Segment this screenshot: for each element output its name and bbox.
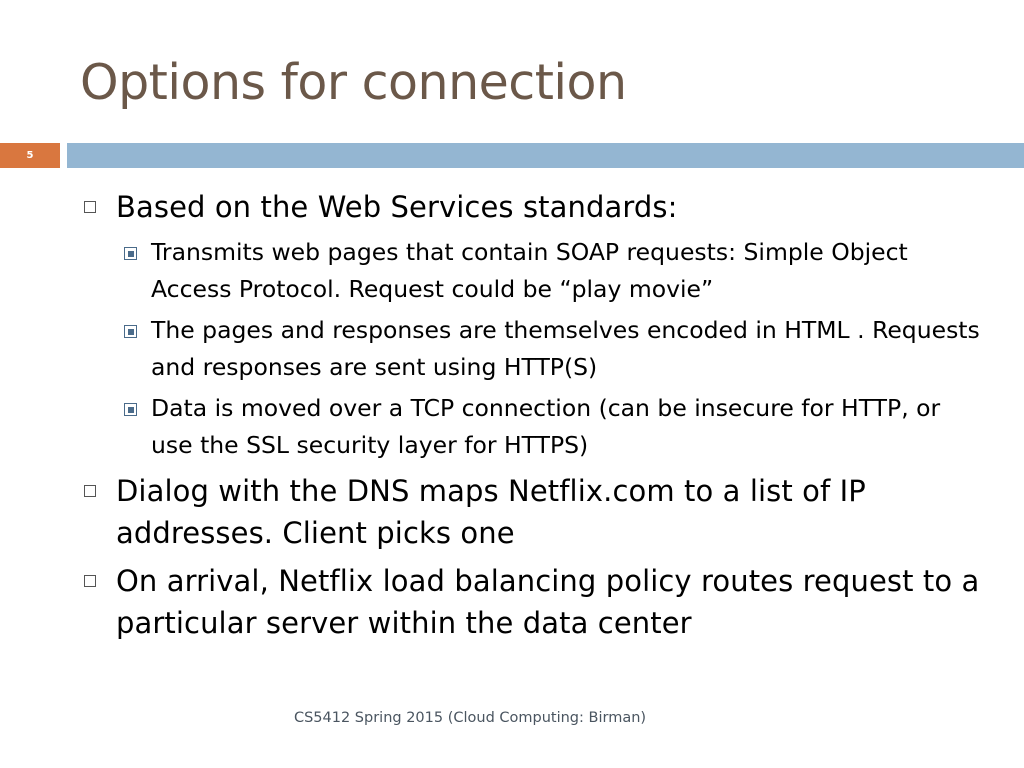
- hollow-square-bullet-icon: [84, 201, 96, 213]
- title-divider-bar: [67, 143, 1024, 168]
- bullet-text: Based on the Web Services standards:: [116, 190, 678, 224]
- sub-bullet-text: The pages and responses are themselves encoded in HTML . Requests and responses are sent using HTTP(S): [151, 316, 980, 381]
- slide-content: [80, 186, 980, 650]
- slide-title: Options for connection: [80, 54, 627, 111]
- sub-bullet-text: Data is moved over a TCP connection (can be insecure for HTTP, or use the SSL security layer for HTTPS): [151, 394, 941, 459]
- hollow-square-bullet-icon: [84, 575, 96, 587]
- bullet-item: [80, 186, 980, 228]
- filled-square-bullet-icon: [124, 325, 137, 338]
- filled-square-bullet-icon: [124, 403, 137, 416]
- bullet-text: On arrival, Netflix load balancing policy routes request to a particular server within the data center: [116, 564, 980, 640]
- slide-number-box: [0, 143, 60, 168]
- bullet-text: Dialog with the DNS maps Netflix.com to a list of IP addresses. Client picks one: [116, 474, 866, 550]
- sub-bullet-item: [80, 390, 980, 464]
- sub-bullet-text: Transmits web pages that contain SOAP requests: Simple Object Access Protocol. Request could be “play movie”: [151, 238, 908, 303]
- hollow-square-bullet-icon: [84, 485, 96, 497]
- bullet-item: [80, 470, 980, 554]
- sub-bullet-item: [80, 234, 980, 308]
- slide-footer: CS5412 Spring 2015 (Cloud Computing: Birman): [293, 710, 647, 726]
- bullet-item: [80, 560, 980, 644]
- sub-bullet-list: [80, 234, 980, 464]
- slide-number: 5: [26, 150, 34, 161]
- sub-bullet-item: [80, 312, 980, 386]
- filled-square-bullet-icon: [124, 247, 137, 260]
